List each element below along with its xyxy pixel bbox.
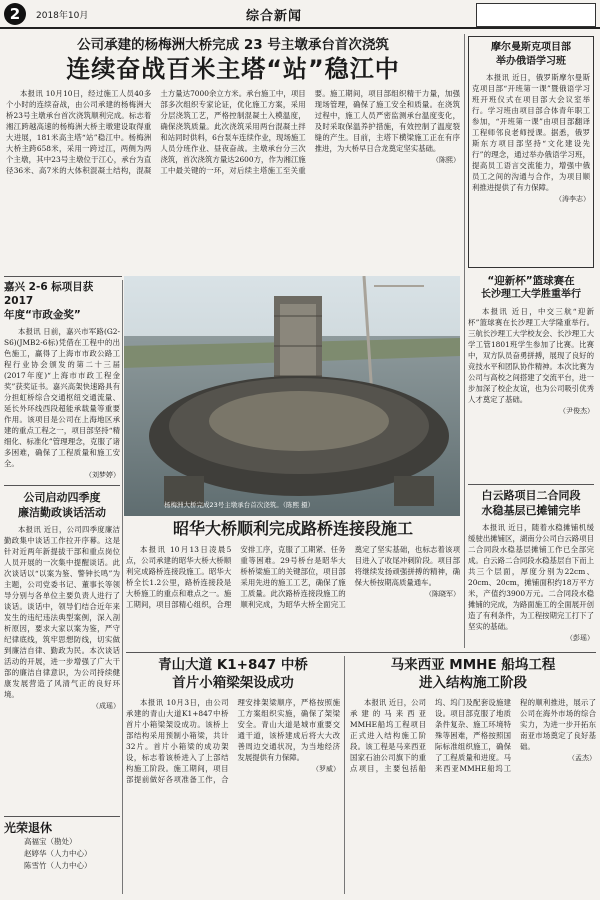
qingshan-article	[126, 656, 340, 894]
lianzheng-article	[4, 490, 120, 812]
qingshan-body-text: 本报讯 10月3日，由公司承建的青山大道K1+847中桥首片小箱梁架设成功。该桥上部结构采用预制小箱梁，共计32片。首片小箱梁的成功架设，标志着该桥进入了上部结构施工阶段。施工期间，项目部提前做好各项准备工作，合理安排架梁顺序，严格按照施工方案组织实施，确保了架梁安全。青山大道是城市重要交通干道，该桥建成后将大大改善周边交通状况，为当地经济发展提供有力保障。	[126, 698, 340, 784]
russian-byline: （涛李志）	[555, 195, 590, 203]
retire-name-2: 赵婷华（人力中心）	[24, 849, 92, 858]
jiaxing-article	[4, 280, 120, 480]
section-title: 综合新闻	[246, 9, 303, 24]
russian-article	[468, 36, 594, 268]
lead-headline: 连续奋战百米主塔“站”稳江中	[66, 55, 400, 83]
lead-body	[6, 88, 460, 258]
lead-body-text: 本报讯 10月10日，经过施工人员40多个小时的连续奋战，由公司承建的杨梅洲大桥23号主墩承台首次浇筑顺利完成。标志着湘江跨越高速的杨梅洲大桥主墩建设取得重大进展，181米高主塔“站”稳江中。杨梅洲大桥主跨658米，采用一跨过江，两侧为两个主墩，其中23号主墩位于江心，承台为直径36米、高7米的大体积混凝土结构，混凝土方量达7000余立方米。承台施工中，项目部多次组织专家论证，优化施工方案，采用分层浇筑工艺，严格控制混凝土入模温度，确保浇筑质量。此次浇筑采用两台混凝土拌和站同时供料，6台泵车连续作业，现场施工人员分班作业、昼夜奋战。主墩承台分三次浇筑，首次浇筑方量达2600方，作为湘江施工中最关键的一环，对后续主塔施工至关重要。施工期间，项目部组织精干力量，加强现场管理，确保了施工安全和质量。在浇筑过程中，施工人员严密监测承台温度变化，及时采取保温养护措施，有效控制了温度裂缝的产生。目前，主塔下横梁施工正在有序推进，为大桥早日合龙奠定坚实基础。	[6, 89, 460, 175]
lianzheng-body-text: 本报讯 近日，公司四季度廉洁勤政集中谈话工作拉开序幕。这是针对近两年新提拔干部和重点岗位人员开展的一次集中提醒谈话。此次谈话以“以案为鉴、警钟长鸣”为主题，公司党委书记、董事长等领导分别与各单位主要负责人进行了谈话。谈话中，领导们结合近年来发生的违纪违法典型案例，深入剖析原因，要求大家以案为鉴，严守纪律底线，筑牢思想防线，切实做到廉洁自律、勤政为民。本次谈话活动的开展，进一步增强了广大干部的廉洁自律意识，为公司持续健康发展营造了风清气正的良好环境。	[4, 525, 120, 699]
russian-headline-1: 摩尔曼斯克项目部	[491, 42, 571, 53]
left-column-divider	[122, 280, 123, 894]
russian-body	[472, 72, 590, 268]
issue-date: 2018年10月	[36, 11, 89, 21]
construction-site-image	[124, 276, 460, 516]
baiyan-headline-2: 水稳基层已摊铺完毕	[481, 504, 581, 517]
jiaxing-bottom-rule	[4, 485, 120, 486]
baiyan-body	[468, 522, 594, 646]
zhaohua-headline: 昭华大桥顺利完成路桥连接段施工	[172, 519, 413, 538]
retire-box	[4, 820, 120, 894]
jiaxing-body	[4, 326, 120, 480]
baiyan-byline: （彭瑶）	[566, 634, 594, 642]
baiyan-body-text: 本报讯 近日，随着水稳摊铺机缓缓驶出摊铺区，湖南分公司白云路项目二合同段水稳基层摊铺工作已全部完成。白云路二合同段水稳基层自下而上共三个层面，厚度分别为22cm、20cm、20cm，摊铺面积约18万平方米，产值约3900万元。二合同段水稳摊铺的完成，为路面施工的全面展开创造了有利条件，为工程按期完工打下了坚实的基础。	[468, 523, 594, 631]
lead-byline: （陈熙）	[431, 156, 460, 164]
lead-bottom-rule	[4, 276, 122, 277]
qingshan-headline-1: 青山大道 K1+847 中桥	[158, 657, 308, 673]
basketball-headline-1: “迎新杯”篮球赛在	[487, 275, 575, 287]
retire-title: 光荣退休	[4, 821, 53, 835]
bottom-middle-divider	[344, 656, 345, 894]
lianzheng-bottom-rule	[4, 816, 120, 817]
lianzheng-headline-1: 公司启动四季度	[23, 491, 101, 504]
basketball-headline-2: 长沙理工大学胜重举行	[481, 289, 581, 300]
baiyan-article	[468, 488, 594, 648]
russian-headline-2: 举办俄语学习班	[496, 56, 566, 67]
jiaxing-headline-1: 嘉兴 2-6 标项目获 2017	[4, 281, 94, 307]
russian-body-text: 本报讯 近日，俄罗斯摩尔曼斯克项目部“开班第一课”暨俄语学习班开班仪式在项目部大会议室举行。学习班由项目部合体青年职工参加，“开班第一课”由项目部翻译工程师邻良老师授课。据悉，俄罗斯东方项目部坚持“文化建设先行”的理念，通过举办俄语学习班，提高员工语言交流能力，增强中俄员工之间的沟通与合作，为项目顺利推进提供了有力保障。	[472, 73, 590, 192]
zhaohua-bottom-rule	[126, 652, 596, 653]
photo-caption: 杨梅洲大桥完成23号主墩承台首次浇筑。（陈熙 摄）	[164, 501, 315, 509]
retire-name-3: 陈雪竹（人力中心）	[24, 861, 92, 870]
bridge-photo	[124, 276, 460, 516]
page-header	[0, 0, 600, 30]
zhaohua-body	[126, 544, 460, 646]
malaysia-byline: （孟杰）	[568, 754, 596, 762]
malaysia-headline-1: 马来西亚 MMHE 船坞工程	[390, 657, 556, 673]
basketball-article	[468, 274, 594, 480]
jiaxing-body-text: 本报讯 日前，嘉兴市军路(G2-S6)(JMB2-6标)凭借在工程中的出色施工，赢得了上海市市政公路工程行业协会颁发的第二十三届(2017年度)“上海市市政工程金奖”获奖证书。嘉兴高架快速路具有分担虹桥综合交通枢纽交通流量、延长外环线西段超能承载量等重要作用。该项目是公司在上海地区承建的重点工程之一，项目部坚持“精细化、标准化”管理理念，克服了诸多困难，确保了工程质量和施工安全。	[4, 327, 120, 468]
header-rule	[0, 27, 600, 29]
masthead-logo	[476, 3, 596, 27]
baiyan-headline-1: 白云路项目二合同段	[481, 489, 581, 502]
jiaxing-byline: （刘梦婷）	[85, 471, 120, 479]
malaysia-body	[350, 697, 596, 893]
basketball-body	[468, 306, 594, 480]
lead-kicker: 公司承建的杨梅洲大桥完成 23 号主墩承台首次浇筑	[77, 37, 389, 53]
lead-article	[6, 36, 460, 274]
malaysia-body-text: 本报讯 近日，公司承建的马来西亚MMHE船坞工程项目正式进入结构施工阶段。该工程是马来西亚国家石油公司旗下的重点项目，主要包括船坞、坞门及配套设施建设。项目部克服了地质条件复杂、施工环境特殊等困难，严格按照国际标准组织施工，确保了工程质量和进度。马来西亚MMHE船坞工程的顺利推进，展示了公司在海外市场的综合实力，为进一步开拓东南亚市场奠定了良好基础。	[350, 698, 596, 773]
jiaxing-headline-2: 年度“市政金奖”	[4, 309, 81, 321]
lianzheng-body	[4, 524, 120, 810]
lianzheng-headline-2: 廉洁勤政谈话活动	[18, 506, 106, 519]
zhaohua-body-text: 本报讯 10月13日凌晨5点，公司承建的昭华大桥大桥顺利完成路桥连接段施工。昭华大桥全长1.2公里，路桥连接段是大桥施工的重点和难点之一。施工期间，项目部精心组织，合理安排工序，克服了工期紧、任务重等困难。29号桥台是昭华大桥桥梁施工的关键部位，项目部采用先进的施工工艺，确保了施工质量。此次路桥连接段施工的顺利完成，为昭华大桥全面完工奠定了坚实基础，也标志着该项目进入了收尾冲刺阶段。项目部将继续发扬顽强拼搏的精神，确保大桥按期高质量通车。	[126, 545, 460, 609]
malaysia-headline-2: 进入结构施工阶段	[419, 675, 527, 691]
basketball-bottom-rule	[468, 484, 594, 485]
qingshan-byline: （罗威）	[312, 765, 340, 773]
zhaohua-byline: （陈晓军）	[424, 590, 460, 598]
basketball-body-text: 本报讯 近日，中交三航“迎新杯”篮球赛在长沙理工大学隆重举行。三航长沙理工大学校友会、长沙理工大学工管1801班学生参加了比赛。比赛中，双方队员奋勇拼搏，展现了良好的竞技水平和团队协作精神。本次比赛为公司与高校之间搭建了交流平台，进一步加深了校企友谊，也为公司吸引优秀人才奠定了基础。	[468, 307, 594, 404]
retire-name-1: 高福宝（勘处）	[24, 837, 77, 846]
zhaohua-article	[126, 518, 460, 648]
page-number: 2	[4, 3, 26, 25]
qingshan-body	[126, 697, 340, 893]
right-column-divider	[464, 34, 465, 648]
basketball-byline: （尹俊杰）	[559, 407, 594, 415]
malaysia-article	[350, 656, 596, 894]
qingshan-headline-2: 首片小箱梁架设成功	[172, 675, 294, 691]
lianzheng-byline: （成瑶）	[92, 702, 120, 710]
